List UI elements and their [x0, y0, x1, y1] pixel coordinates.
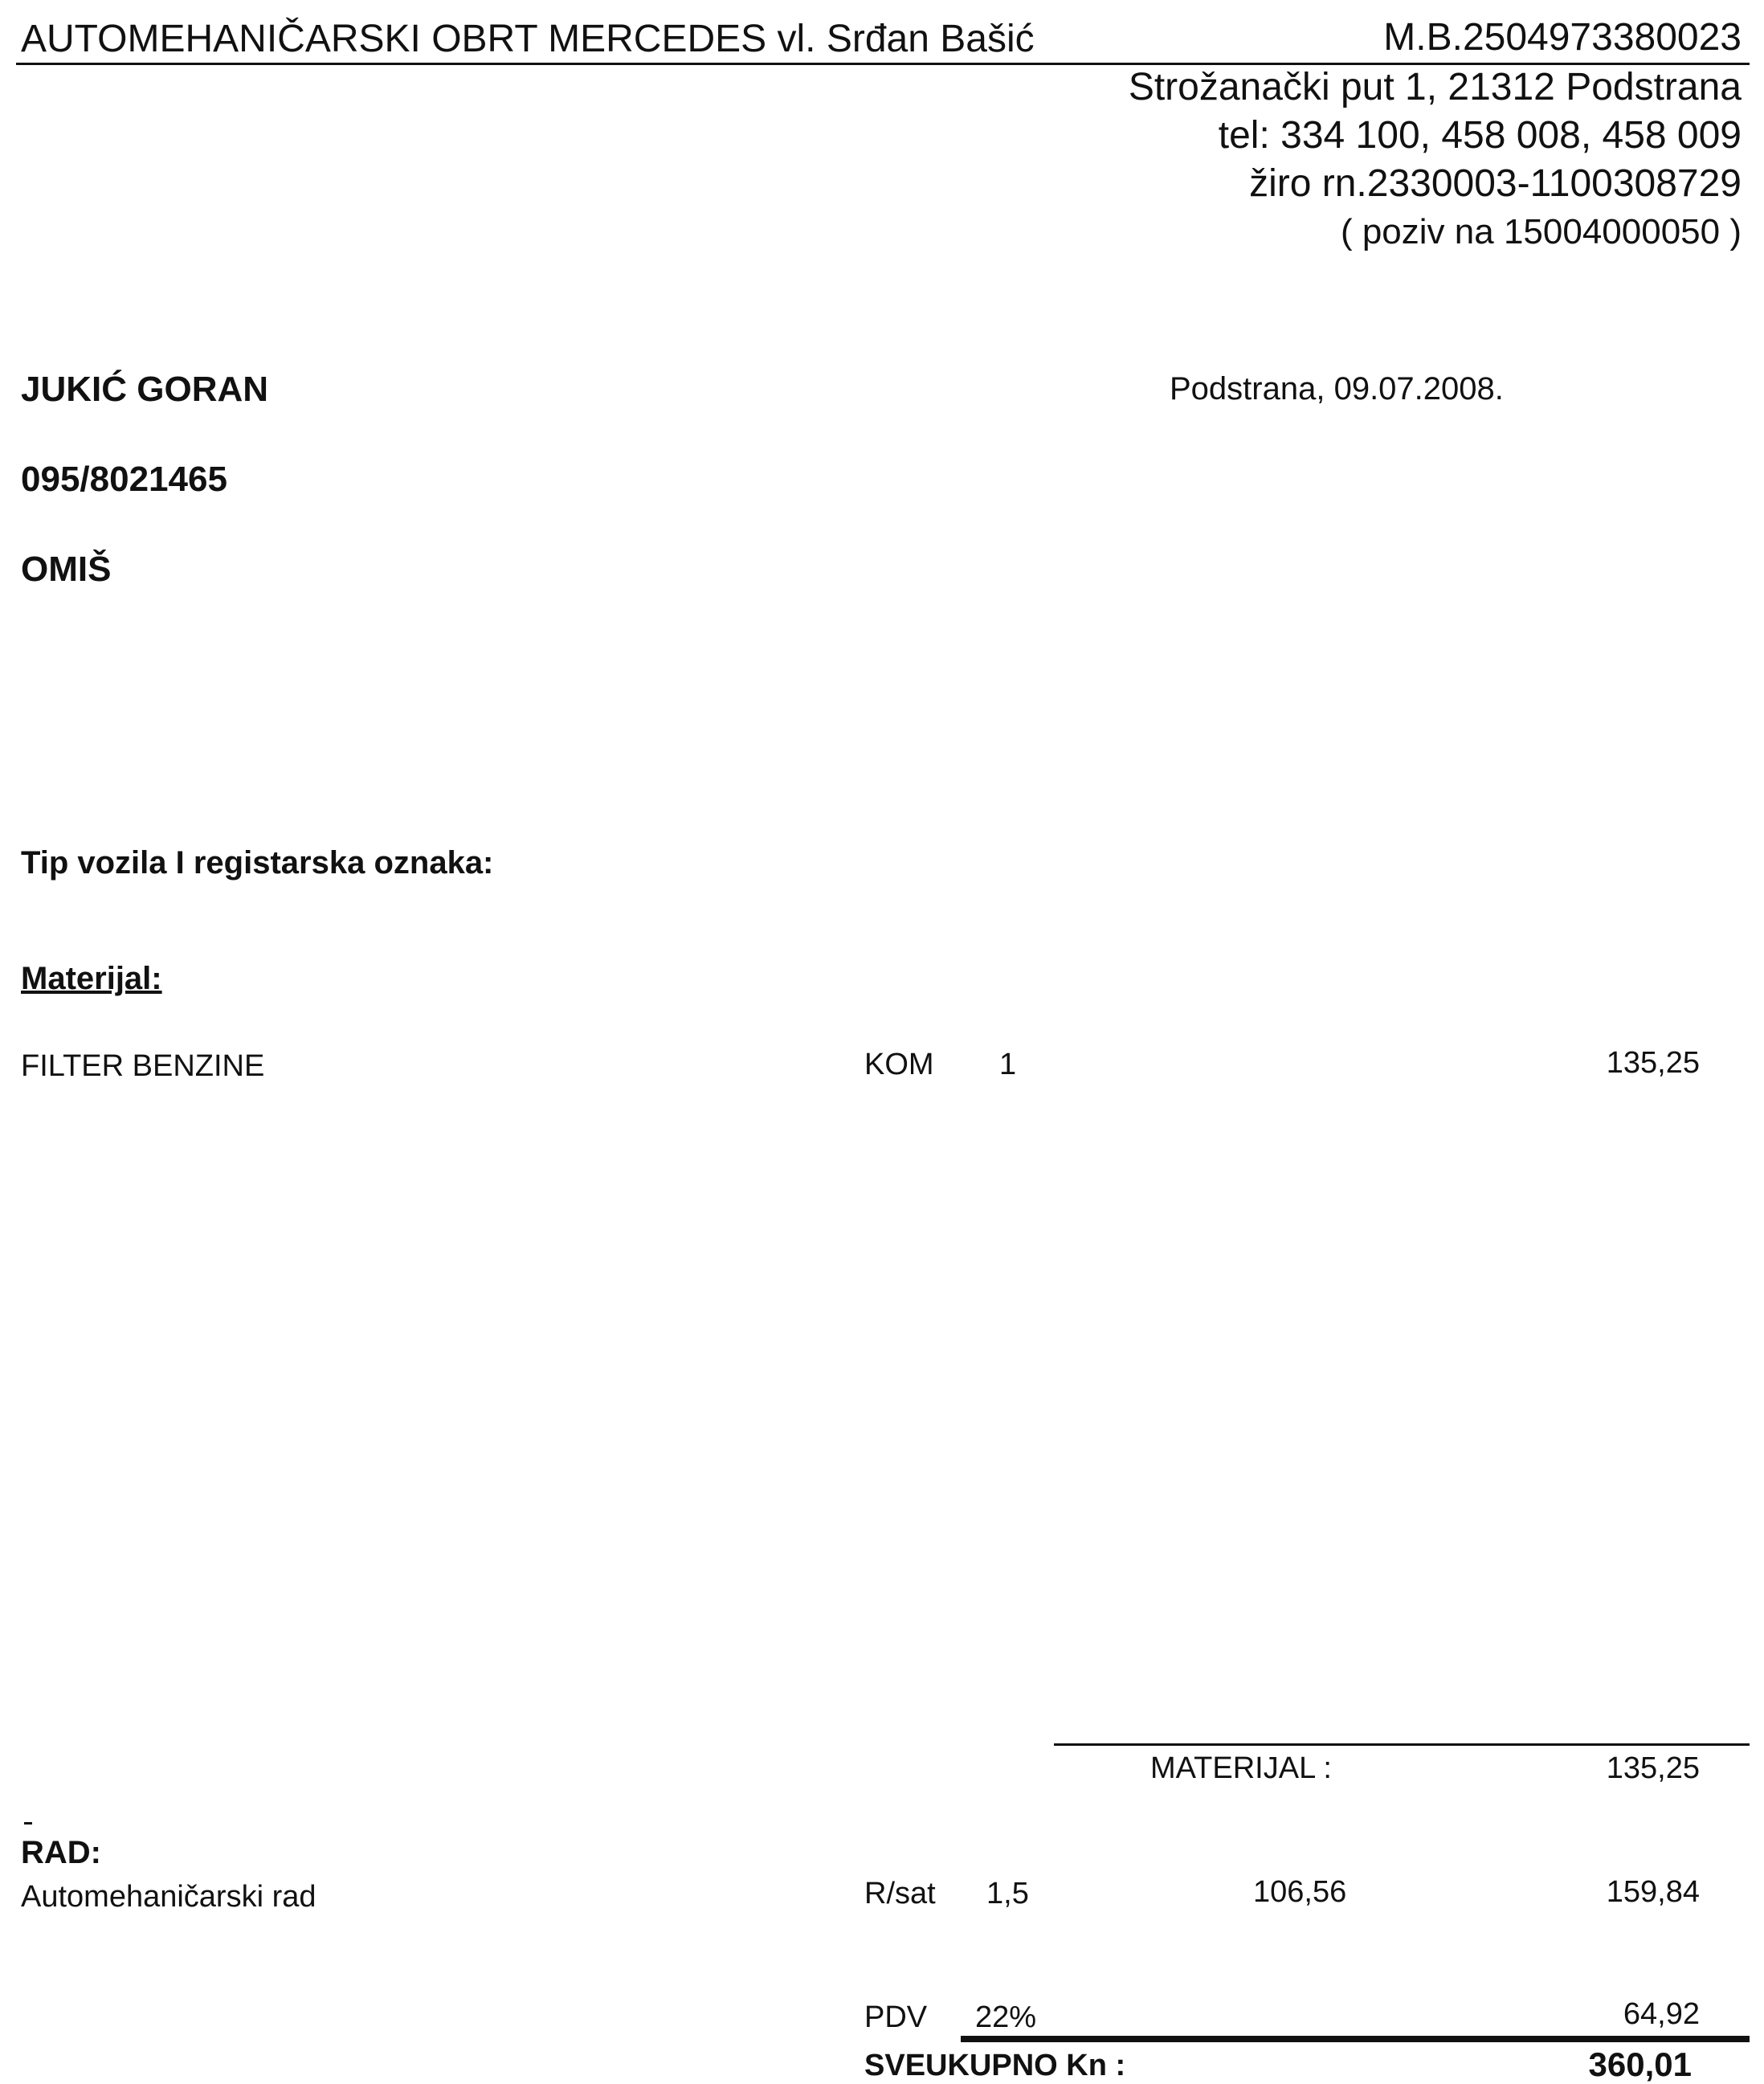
subtotal-rule — [1054, 1743, 1750, 1746]
company-phone: tel: 334 100, 458 008, 458 009 — [1218, 114, 1742, 157]
customer-city: OMIŠ — [21, 550, 112, 589]
material-heading: Materijal: — [21, 961, 162, 996]
tax-amount: 64,92 — [1623, 1997, 1700, 2031]
total-amount: 360,01 — [1588, 2045, 1692, 2083]
tax-label: PDV — [864, 2000, 928, 2034]
material-unit: KOM — [864, 1048, 934, 1081]
labor-heading: RAD: — [21, 1835, 101, 1870]
company-name: AUTOMEHANIČARSKI OBRT MERCEDES vl. Srđan Bašić — [21, 18, 1035, 60]
labor-unit: R/sat — [864, 1877, 936, 1910]
labor-rate: 106,56 — [1253, 1875, 1347, 1909]
labor-description: Automehaničarski rad — [21, 1880, 316, 1914]
customer-phone: 095/8021465 — [21, 460, 227, 499]
material-quantity: 1 — [999, 1048, 1017, 1081]
total-label: SVEUKUPNO Kn : — [864, 2049, 1126, 2082]
dash-mark — [24, 1822, 32, 1825]
header-rule — [16, 63, 1750, 65]
labor-quantity: 1,5 — [986, 1877, 1029, 1910]
place-date: Podstrana, 09.07.2008. — [1170, 371, 1504, 407]
total-rule — [961, 2036, 1750, 2042]
tax-rate: 22% — [975, 2000, 1037, 2034]
bank-account: žiro rn.2330003-1100308729 — [1249, 162, 1742, 205]
registry-number: M.B.2504973380023 — [1383, 16, 1742, 59]
company-address: Strožanački put 1, 21312 Podstrana — [1128, 66, 1742, 108]
material-subtotal-value: 135,25 — [1606, 1751, 1700, 1785]
material-subtotal-label: MATERIJAL : — [1150, 1751, 1332, 1785]
material-amount: 135,25 — [1606, 1046, 1700, 1080]
customer-name: JUKIĆ GORAN — [21, 370, 269, 409]
material-description: FILTER BENZINE — [21, 1049, 265, 1083]
vehicle-label: Tip vozila I registarska oznaka: — [21, 845, 494, 881]
payment-reference: ( poziv na 15004000050 ) — [1340, 212, 1742, 251]
labor-amount: 159,84 — [1606, 1875, 1700, 1909]
